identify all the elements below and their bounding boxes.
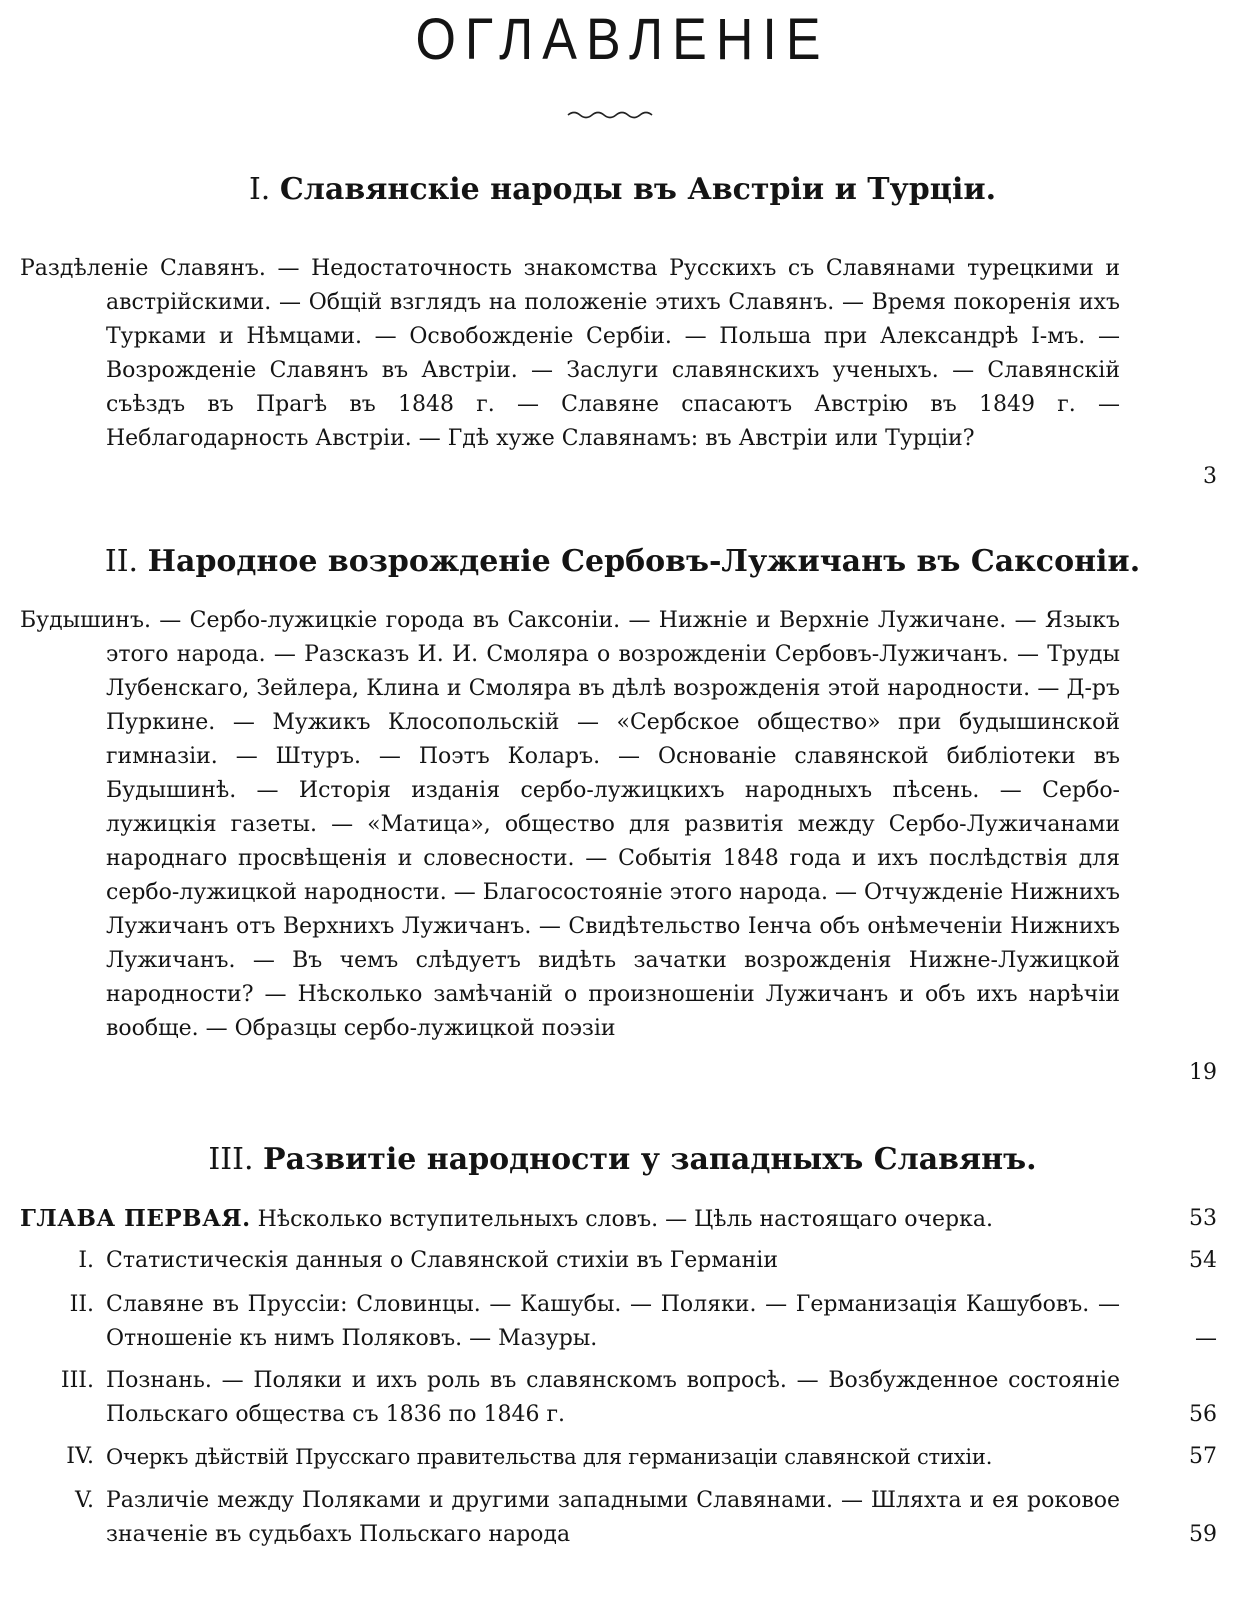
- item-roman: IV.: [66, 1444, 94, 1469]
- item-text: Познань. — Поляки и ихъ роль въ славянскомъ вопросѣ. — Возбужденное состояніе Польскаго общества съ 1836 по 1846 г.: [106, 1368, 1120, 1427]
- section-title: Развитіе народности у западныхъ Славянъ.: [263, 1142, 1037, 1177]
- item-page: 59: [1189, 1522, 1217, 1547]
- section-title: Народное возрожденіе Сербовъ-Лужичанъ въ Саксоніи.: [147, 544, 1141, 579]
- item-roman: II.: [69, 1292, 94, 1317]
- section-heading-1: [0, 172, 1245, 207]
- section-heading-3: [0, 1142, 1245, 1177]
- item-text: Очеркъ дѣйствій Прусскаго правительства для германизаціи славянской стихіи.: [106, 1445, 993, 1469]
- chapter-line: [20, 1202, 1120, 1237]
- item-page: 56: [1189, 1402, 1217, 1427]
- page-number-chapter: 53: [1189, 1206, 1217, 1231]
- section-number: II.: [104, 544, 139, 579]
- item-page: 54: [1189, 1248, 1217, 1273]
- page-number-2: 19: [1189, 1060, 1217, 1085]
- ornament-divider: [566, 108, 656, 122]
- section-title: Славянскіе народы въ Австріи и Турціи.: [279, 172, 997, 207]
- chapter-label: ГЛАВА ПЕРВАЯ.: [20, 1205, 251, 1232]
- chapter-text: Нѣсколько вступительныхъ словъ. — Цѣль настоящаго очерка.: [257, 1207, 993, 1232]
- item-roman: III.: [60, 1368, 94, 1393]
- item-text: Статистическія данныя о Славянской стихіи въ Германіи: [106, 1248, 778, 1273]
- section-number: III.: [208, 1142, 254, 1177]
- section-entry-2: Будышинъ. — Сербо-лужицкіе города въ Саксоніи. — Нижніе и Верхніе Лужичане. — Языкъ этого народа. — Разсказъ И. И. Смоляра о возрожденіи Сербовъ-Лужичанъ. — Труды Лубенскаго, Зейлера, Клина и Смоляра въ дѣлѣ возрожденія этой народности. — Д-ръ Пуркине. — Мужикъ Клосопольскій — «Сербское общество» при будышинской гимназіи. — Штуръ. — Поэтъ Коларъ. — Основаніе славянской библіотеки въ Будышинѣ. — Исторія изданія сербо-лужицкихъ народныхъ пѣсень. — Сербо-лужицкія газеты. — «Матица», общество для развитія между Сербо-Лужичанами народнаго просвѣщенія и словесности. — Событія 1848 года и ихъ послѣдствія для сербо-лужицкой народности. — Благосостояніе этого народа. — Отчужденіе Нижнихъ Лужичанъ отъ Верхнихъ Лужичанъ. — Свидѣтельство Іенча объ онѣмеченіи Нижнихъ Лужичанъ. — Въ чемъ слѣдуетъ видѣть зачатки возрожденія Нижне-Лужицкой народности? — Нѣсколько замѣчаній о произношеніи Лужичанъ и объ ихъ нарѣчіи вообще. — Образцы сербо-лужицкой поэзіи: [20, 608, 1120, 1041]
- section-entry-1: Раздѣленіе Славянъ. — Недостаточность знакомства Русскихъ съ Славянами турецкими и австрійскими. — Общій взглядъ на положеніе этихъ Славянъ. — Время покоренія ихъ Турками и Нѣмцами. — Освобожденіе Сербіи. — Польша при Александрѣ I-мъ. — Возрожденіе Славянъ въ Австріи. — Заслуги славянскихъ ученыхъ. — Славянскій съѣздъ въ Прагѣ въ 1848 г. — Славяне спасаютъ Австрію въ 1849 г. — Неблагодарность Австріи. — Гдѣ хуже Славянамъ: въ Австріи или Турціи?: [20, 256, 1120, 451]
- section-number: I.: [248, 172, 271, 207]
- item-roman: V.: [74, 1488, 94, 1513]
- item-roman: I.: [78, 1248, 94, 1273]
- page-title: ОГЛАВЛЕНІЕ: [415, 7, 830, 73]
- item-page: 57: [1189, 1444, 1217, 1469]
- item-text: Различіе между Поляками и другими западными Славянами. — Шляхта и ея роковое значеніе въ судьбахъ Польскаго народа: [106, 1488, 1120, 1547]
- item-page: —: [1195, 1326, 1217, 1351]
- item-text: Славяне въ Пруссіи: Словинцы. — Кашубы. — Поляки. — Германизація Кашубовъ. — Отношеніе къ нимъ Поляковъ. — Мазуры.: [106, 1292, 1120, 1351]
- page-number-1: 3: [1203, 464, 1217, 489]
- section-heading-2: [0, 544, 1245, 579]
